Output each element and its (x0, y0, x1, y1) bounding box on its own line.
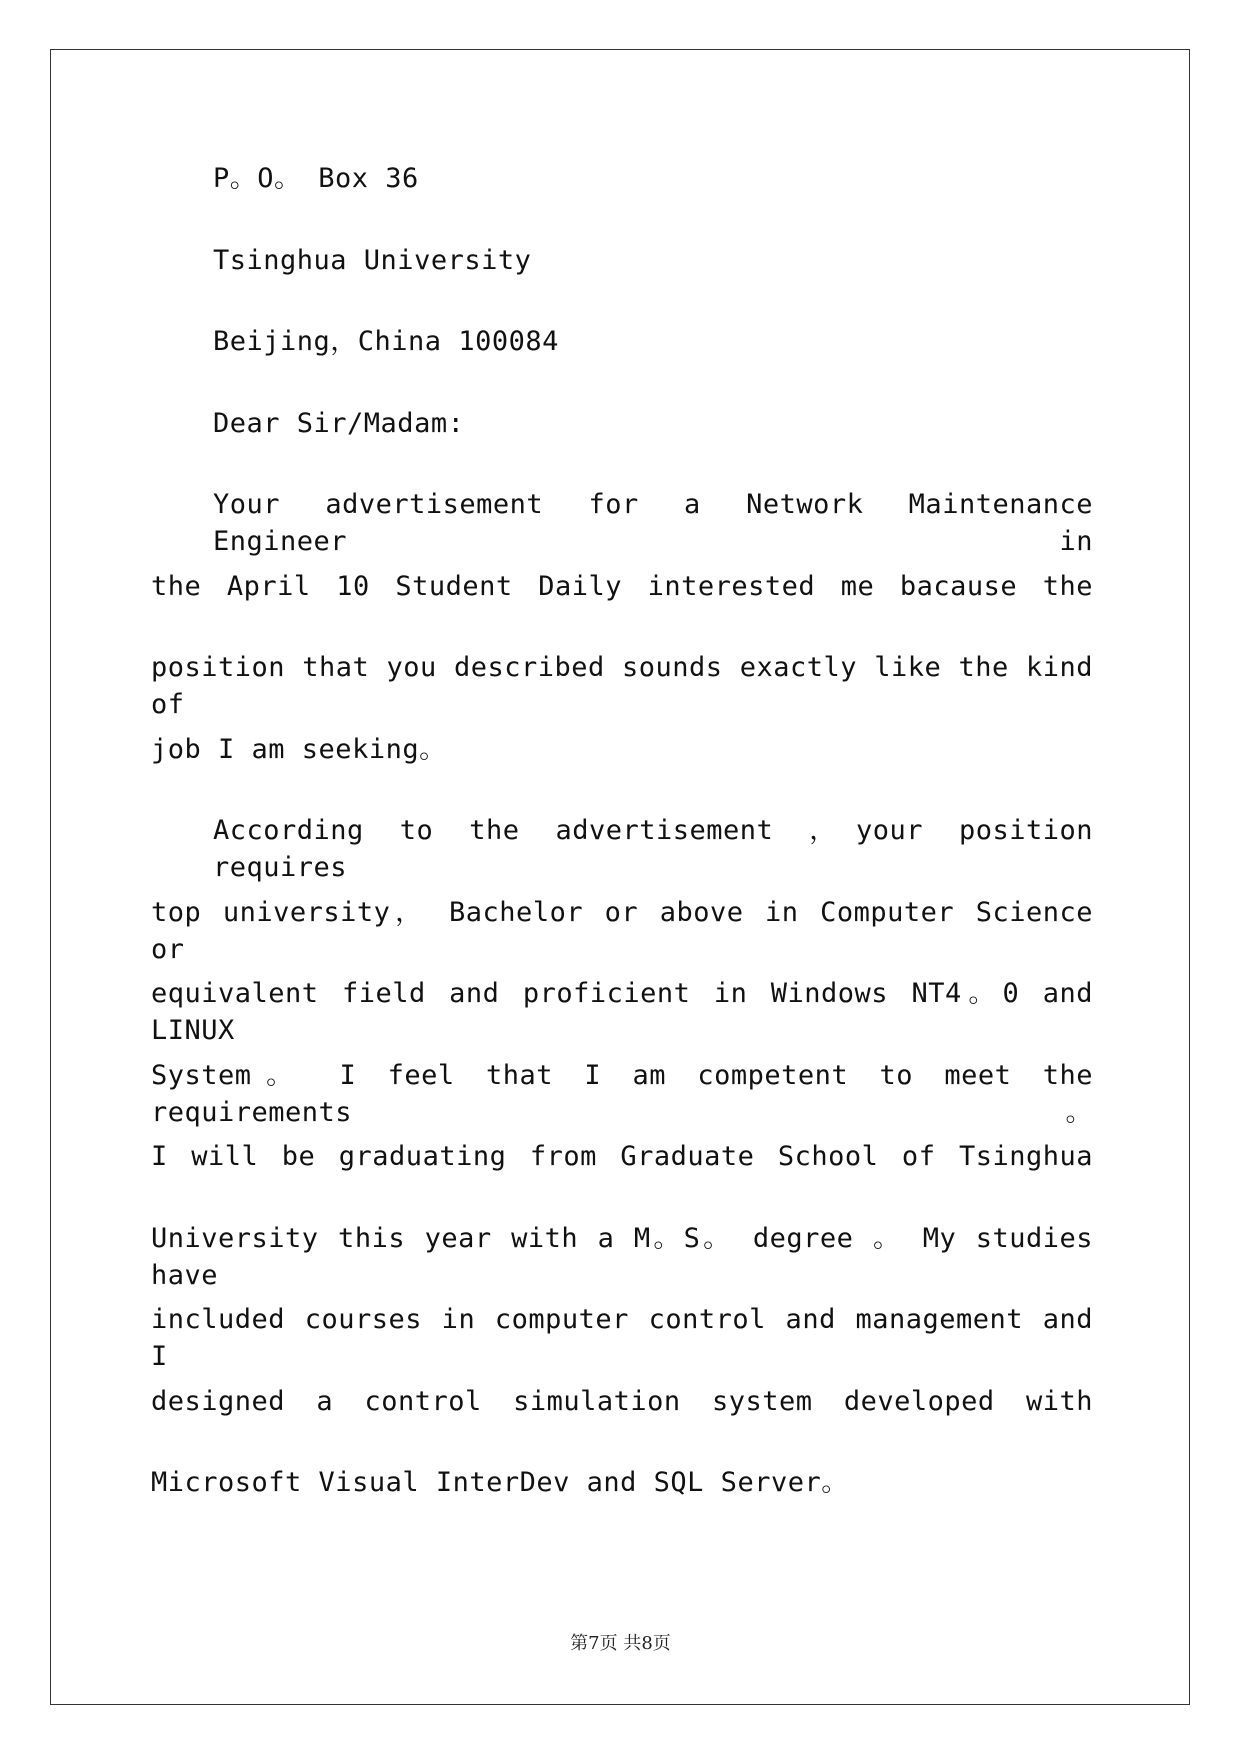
address-line-university: Tsinghua University (213, 244, 532, 276)
paragraph-2-line-5: I will be graduating from Graduate School of Tsinghua (151, 1141, 1093, 1172)
paragraph-1-line-1: Your advertisement for a Network Maintenance Engineer in (213, 489, 1093, 557)
paragraph-2-line-3: equivalent field and proficient in Windows NT4。0 and LINUX (151, 978, 1093, 1046)
paragraph-2-line-9: Microsoft Visual InterDev and SQL Server。 (151, 1467, 849, 1498)
paragraph-1-line-2: the April 10 Student Daily interested me bacause the (151, 570, 1093, 602)
address-line-po-box: P。O。 Box 36 (213, 163, 419, 194)
page-number: 第7页 共8页 (570, 1633, 671, 1654)
paragraph-2-line-4: System。 I feel that I am competent to meet the requirements。 (151, 1059, 1093, 1128)
address-line-city: Beijing，China 100084 (213, 326, 559, 357)
letter-body (151, 160, 1093, 1546)
paragraph-1-line-4: job I am seeking。 (151, 733, 447, 765)
paragraph-2-line-2: top university， Bachelor or above in Computer Science or (151, 896, 1093, 965)
paragraph-2-line-1: According to the advertisement ，your position requires (213, 815, 1093, 883)
paragraph-2-line-6: University this year with a M。S。 degree 。 My studies have (151, 1222, 1093, 1291)
paragraph-2-line-8: designed a control simulation system developed with (151, 1385, 1093, 1417)
paragraph-1-line-3: position that you described sounds exactly like the kind of (151, 652, 1093, 720)
paragraph-2-line-7: included courses in computer control and management and I (151, 1304, 1093, 1372)
salutation: Dear Sir/Madam: (213, 407, 465, 439)
